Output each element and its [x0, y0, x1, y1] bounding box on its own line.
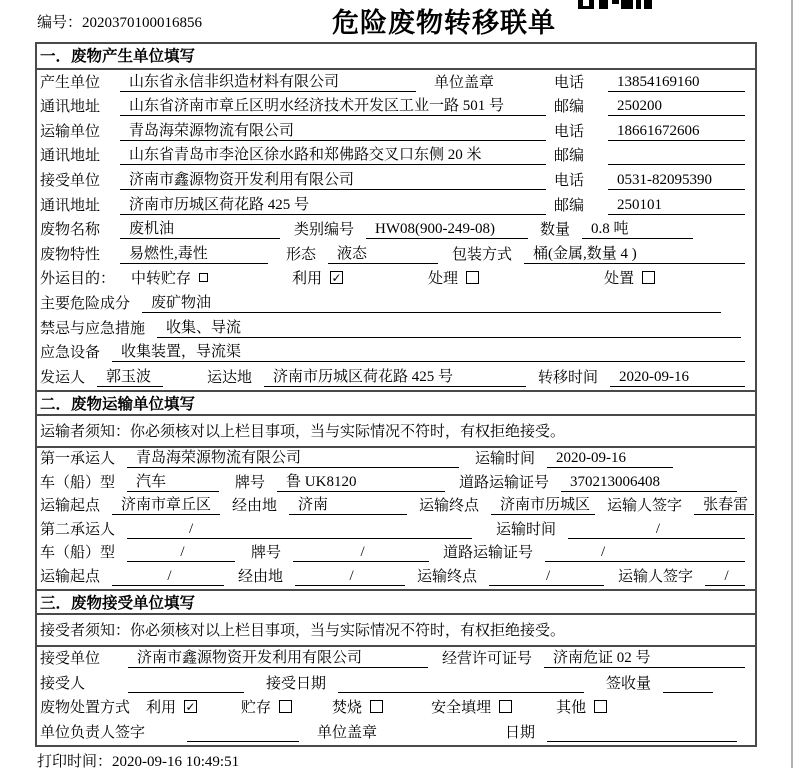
receiver-label: 接受单位 — [40, 172, 101, 189]
doc-header — [0, 0, 796, 42]
via2-value: / — [295, 566, 405, 586]
vehicle2-row — [37, 542, 755, 566]
form-label: 形态 — [286, 246, 317, 263]
permit1-value: 370213006408 — [561, 472, 737, 492]
hazard-value: 废矿物油 — [142, 293, 721, 313]
date2-value — [547, 722, 737, 742]
checkbox-icon — [199, 273, 208, 282]
category-label: 类别编号 — [294, 222, 355, 239]
transporter-label: 运输单位 — [40, 123, 101, 140]
disposal-option-other — [556, 696, 607, 717]
head-sign-row — [37, 720, 755, 745]
addr2-value: 山东省青岛市李沧区徐水路和郑佛路交叉口东侧 20 米 — [120, 145, 546, 165]
via2-label: 经由地 — [238, 568, 284, 585]
signed-amount-value — [663, 673, 713, 693]
purpose-option-label: 中转贮存 — [131, 271, 192, 288]
purpose-label: 外运目的： — [40, 271, 116, 288]
disposal-label: 废物处置方式 — [40, 700, 131, 717]
phone2-label: 电话 — [554, 123, 585, 140]
plate1-label: 牌号 — [235, 474, 266, 491]
addr1-label: 通讯地址 — [40, 99, 101, 116]
disposal-option-incinerate — [332, 696, 383, 717]
qty-label: 数量 — [540, 222, 571, 239]
checkbox-icon — [184, 700, 197, 713]
unit-seal-label: 单位盖章 — [434, 74, 495, 91]
accept-unit-value: 济南市鑫源物资开发利用有限公司 — [128, 648, 428, 668]
disposal-option-label: 贮存 — [241, 700, 272, 717]
addr2-label: 通讯地址 — [40, 148, 101, 165]
checkbox-icon — [499, 700, 512, 713]
vehicle1-label: 车（船）型 — [40, 474, 116, 491]
receiver-row — [37, 168, 755, 193]
checkbox-icon — [642, 271, 655, 284]
transfer-time-value: 2020-09-16 — [610, 367, 745, 387]
date2-label: 日期 — [505, 724, 536, 741]
page-edge-divider — [791, 0, 793, 768]
destination-label: 运达地 — [207, 369, 253, 386]
carrier2-value: / — [127, 519, 472, 539]
addr1-left-group — [40, 95, 546, 116]
purpose-option-label: 处理 — [428, 271, 459, 288]
hazard-row — [37, 291, 755, 316]
sign1-label: 运输人签字 — [607, 498, 683, 515]
zip1-label: 邮编 — [554, 99, 585, 116]
receiver-value: 济南市鑫源物资开发利用有限公司 — [120, 170, 546, 190]
checkbox-icon — [279, 700, 292, 713]
transport-time1-value: 2020-09-16 — [547, 448, 673, 468]
transport-time1-label: 运输时间 — [475, 451, 536, 468]
permit2-label: 道路运输证号 — [443, 545, 534, 562]
origin2-value: / — [112, 566, 224, 586]
receiver-address-row — [37, 193, 755, 218]
purpose-row — [37, 267, 755, 292]
consignor-row — [37, 365, 755, 390]
waste-name-label: 废物名称 — [40, 222, 101, 239]
transporter-value: 青岛海荣源物流有限公司 — [120, 121, 546, 141]
addr2-left-group — [40, 144, 546, 165]
disposal-option-utilize — [146, 696, 197, 717]
sign2-value: / — [705, 566, 745, 586]
sign1-value: 张春雷 — [694, 495, 754, 515]
print-time-label: 打印时间： — [37, 754, 113, 768]
checkbox-icon — [594, 700, 607, 713]
zip3-value: 250101 — [608, 195, 745, 215]
zip1-value: 250200 — [608, 96, 745, 116]
addr3-value: 济南市历城区荷花路 425 号 — [120, 195, 546, 215]
zip2-label: 邮编 — [554, 148, 585, 165]
accept-person-value — [128, 673, 244, 693]
transporter-left-group — [40, 120, 546, 141]
first-carrier-row — [37, 448, 755, 472]
purpose-option-utilize — [292, 267, 343, 288]
qty-value: 0.8 吨 — [582, 219, 693, 239]
transporter-address-row — [37, 144, 755, 169]
producer-left-group — [40, 71, 546, 92]
form-value: 液态 — [328, 244, 438, 264]
taboo-value: 收集、导流 — [157, 318, 741, 338]
addr3-label: 通讯地址 — [40, 197, 101, 214]
disposal-row — [37, 696, 755, 721]
permit1-label: 道路运输证号 — [459, 474, 550, 491]
section-receiver — [37, 589, 755, 745]
transport-time2-value: / — [568, 519, 745, 539]
accept-person-label: 接受人 — [40, 675, 86, 692]
doc-title: 危险废物转移联单 — [332, 8, 556, 38]
destination-value: 济南市历城区荷花路 425 号 — [264, 367, 526, 387]
accept-unit-label: 接受单位 — [40, 651, 101, 668]
addr1-value: 山东省济南市章丘区明水经济技术开发区工业一路 501 号 — [120, 96, 546, 116]
phone1-label: 电话 — [554, 74, 585, 91]
origin1-label: 运输起点 — [40, 498, 101, 515]
plate2-value: / — [293, 542, 429, 562]
carrier1-label: 第一承运人 — [40, 451, 116, 468]
accept-date-value — [338, 673, 584, 693]
taboo-row — [37, 316, 755, 341]
second-carrier-row — [37, 518, 755, 542]
qr-code-icon — [578, 0, 652, 10]
end1-value: 济南市历城区 — [491, 495, 595, 515]
disposal-option-label: 其他 — [556, 700, 587, 717]
unit-seal2-label: 单位盖章 — [317, 724, 378, 741]
head-sign-label: 单位负责人签字 — [40, 724, 146, 741]
producer-value: 山东省永信非织造材料有限公司 — [120, 72, 416, 92]
carrier2-label: 第二承运人 — [40, 521, 116, 538]
print-time-value: 2020-09-16 10:49:51 — [112, 754, 240, 768]
zip3-label: 邮编 — [554, 197, 585, 214]
disposal-option-label: 利用 — [146, 700, 177, 717]
purpose-option-treat — [428, 267, 479, 288]
end1-label: 运输终点 — [419, 498, 480, 515]
purpose-option-transfer-storage — [131, 267, 208, 288]
purpose-option-dispose — [604, 267, 655, 288]
license-value: 济南危证 02 号 — [544, 648, 745, 668]
consignor-label: 发运人 — [40, 369, 86, 386]
phone3-label: 电话 — [554, 172, 585, 189]
signed-amount-label: 签收量 — [606, 675, 652, 692]
addr3-left-group — [40, 194, 546, 215]
purpose-option-label: 利用 — [292, 271, 323, 288]
plate2-label: 牌号 — [251, 545, 282, 562]
accept-date-label: 接受日期 — [266, 675, 327, 692]
phone1-value: 13854169160 — [608, 72, 745, 92]
equipment-label: 应急设备 — [40, 345, 101, 362]
receiver-notice: 接受者须知：你必须核对以上栏目事项，当与实际情况不符时，有权拒绝接受。 — [37, 615, 755, 647]
section1-title: 一．废物产生单位填写 — [37, 44, 755, 70]
doc-number-label: 编号： — [37, 15, 83, 31]
equipment-row — [37, 341, 755, 366]
packing-value: 桶(金属,数量 4 ) — [524, 244, 745, 264]
head-sign-value — [187, 722, 299, 742]
plate1-value: 鲁 UK8120 — [277, 472, 445, 492]
transfer-time-label: 转移时间 — [538, 369, 599, 386]
end2-value: / — [489, 566, 604, 586]
taboo-label: 禁忌与应急措施 — [40, 320, 146, 337]
license-label: 经营许可证号 — [442, 651, 533, 668]
section3-title: 三．废物接受单位填写 — [37, 589, 755, 615]
waste-name-value: 废机油 — [120, 219, 280, 239]
producer-label: 产生单位 — [40, 74, 101, 91]
print-time — [37, 750, 239, 768]
via1-label: 经由地 — [232, 498, 278, 515]
disposal-option-storage — [241, 696, 292, 717]
section2-title: 二．废物运输单位填写 — [37, 390, 755, 416]
phone3-value: 0531-82095390 — [608, 170, 745, 190]
disposal-option-label: 安全填埋 — [431, 700, 492, 717]
category-value: HW08(900-249-08) — [366, 219, 528, 239]
vehicle2-label: 车（船）型 — [40, 545, 116, 562]
hazard-label: 主要危险成分 — [40, 295, 131, 312]
disposal-option-label: 焚烧 — [332, 700, 363, 717]
vehicle1-row — [37, 471, 755, 495]
checkbox-icon — [330, 271, 343, 284]
checkbox-icon — [370, 700, 383, 713]
waste-name-row — [37, 218, 755, 243]
packing-label: 包装方式 — [452, 246, 513, 263]
end2-label: 运输终点 — [417, 568, 478, 585]
character-value: 易燃性,毒性 — [120, 244, 268, 264]
accept-unit-row — [37, 647, 755, 672]
sign2-label: 运输人签字 — [618, 568, 694, 585]
checkbox-icon — [466, 271, 479, 284]
waste-character-row — [37, 242, 755, 267]
section-producer — [37, 44, 755, 390]
consignor-value: 郭玉波 — [97, 367, 163, 387]
manifest-table — [35, 42, 757, 747]
zip2-value — [608, 145, 745, 165]
vehicle1-value: 汽车 — [127, 472, 219, 492]
doc-number-value: 2020370100016856 — [82, 15, 203, 31]
origin2-label: 运输起点 — [40, 568, 101, 585]
purpose-option-label: 处置 — [604, 271, 635, 288]
disposal-option-landfill — [431, 696, 512, 717]
section-transporter — [37, 390, 755, 589]
transporter-notice: 运输者须知：你必须核对以上栏目事项，当与实际情况不符时，有权拒绝接受。 — [37, 416, 755, 448]
transporter-row — [37, 119, 755, 144]
producer-address-row — [37, 95, 755, 120]
route1-row — [37, 495, 755, 519]
permit2-value: / — [545, 542, 745, 562]
transport-time2-label: 运输时间 — [496, 521, 557, 538]
carrier1-value: 青岛海荣源物流有限公司 — [127, 448, 459, 468]
accept-person-row — [37, 671, 755, 696]
phone2-value: 18661672606 — [608, 121, 745, 141]
origin1-value: 济南市章丘区 — [112, 495, 220, 515]
producer-row — [37, 70, 755, 95]
route2-row — [37, 565, 755, 589]
receiver-left-group — [40, 169, 546, 190]
equipment-value: 收集装置，导流渠 — [112, 342, 745, 362]
character-label: 废物特性 — [40, 246, 101, 263]
via1-value: 济南 — [289, 495, 407, 515]
vehicle2-value: / — [127, 542, 235, 562]
